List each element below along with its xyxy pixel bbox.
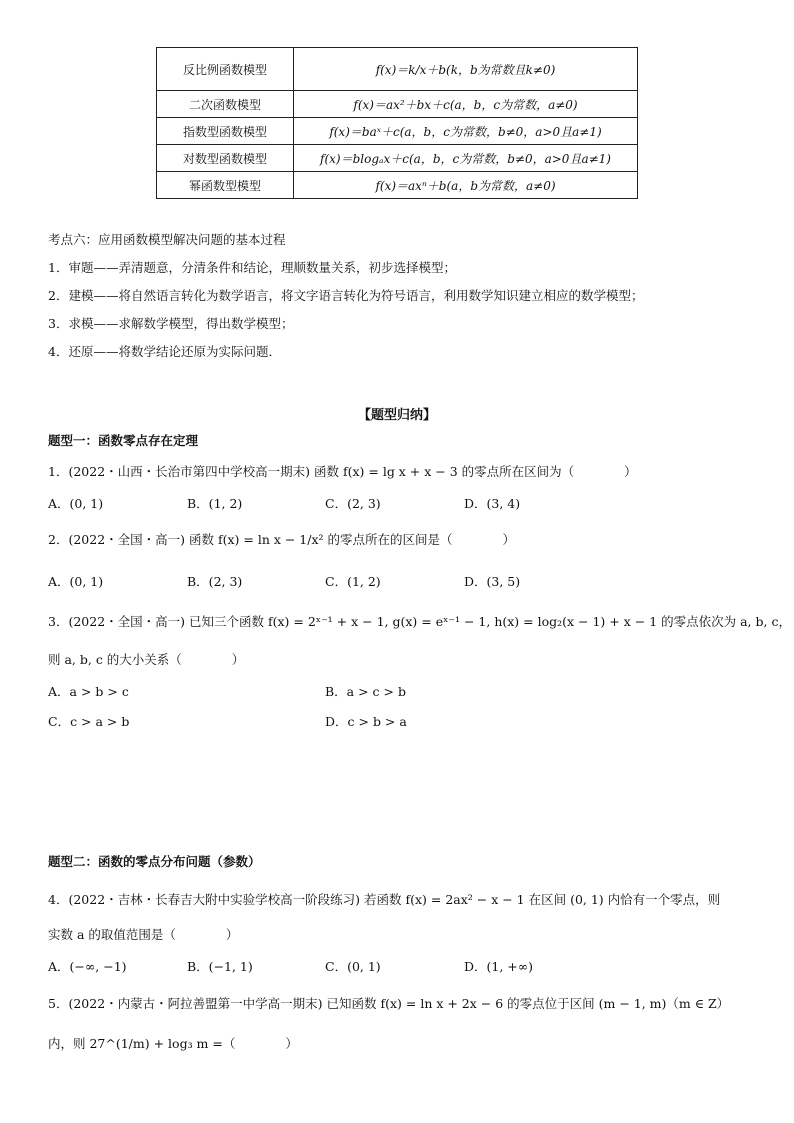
step-4: 4．还原——将数学结论还原为实际问题． [48, 344, 281, 359]
section-title: 【题型归纳】 [357, 408, 436, 423]
table-row [157, 91, 638, 118]
table-row [157, 118, 638, 145]
q2-option-a[interactable]: A．(0, 1) [48, 574, 104, 589]
q1-option-d[interactable]: D．(3, 4) [464, 496, 521, 511]
q4-option-b[interactable]: B．(−1, 1) [187, 959, 253, 974]
q2-option-d[interactable]: D．(3, 5) [464, 574, 521, 589]
model-name: 二次函数模型 [157, 91, 294, 118]
model-name: 幂函数型模型 [157, 172, 294, 199]
table-row [157, 172, 638, 199]
q3-option-b[interactable]: B．a > c > b [325, 684, 406, 699]
model-name: 对数型函数模型 [157, 145, 294, 172]
q3-stem-cont: 则 a, b, c 的大小关系（ ） [48, 652, 245, 667]
step-3: 3．求模——求解数学模型，得出数学模型； [48, 316, 294, 331]
q4-option-d[interactable]: D．(1, +∞) [464, 959, 534, 974]
model-formula: f(x)＝axⁿ＋b(a，b为常数，a≠0) [294, 172, 638, 199]
model-name: 反比例函数模型 [157, 48, 294, 91]
step-1: 1．审题——弄清题意，分清条件和结论，理顺数量关系，初步选择模型； [48, 260, 456, 275]
table-row [157, 48, 638, 91]
q5-stem: 5．(2022・内蒙古・阿拉善盟第一中学高一期末) 已知函数 f(x) = ln x + 2x − 6 的零点位于区间 (m − 1, m)（m ∈ Z） [48, 996, 730, 1011]
q1-option-b[interactable]: B．(1, 2) [187, 496, 243, 511]
q2-stem: 2．(2022・全国・高一) 函数 f(x) = ln x − 1/x² 的零点所在的区间是（ ） [48, 532, 516, 547]
q1-option-a[interactable]: A．(0, 1) [48, 496, 104, 511]
q4-stem: 4．(2022・吉林・长春吉大附中实验学校高一阶段练习) 若函数 f(x) = 2ax² − x − 1 在区间 (0, 1) 内恰有一个零点，则 [48, 892, 721, 907]
model-name: 指数型函数模型 [157, 118, 294, 145]
q4-option-a[interactable]: A．(−∞, −1) [48, 959, 127, 974]
q4-option-c[interactable]: C．(0, 1) [325, 959, 381, 974]
function-models-table [156, 47, 638, 199]
q2-option-c[interactable]: C．(1, 2) [325, 574, 381, 589]
type2-title: 题型二：函数的零点分布问题（参数） [48, 854, 261, 869]
q3-option-d[interactable]: D．c > b > a [325, 714, 407, 729]
q1-option-c[interactable]: C．(2, 3) [325, 496, 381, 511]
q1-stem: 1．(2022・山西・长治市第四中学校高一期末) 函数 f(x) = lg x + x − 3 的零点所在区间为（ ） [48, 464, 637, 479]
model-formula: f(x)＝k/x＋b(k，b为常数且k≠0) [294, 48, 638, 91]
q5-stem-cont: 内，则 27^(1/m) + log₃ m =（ ） [48, 1036, 298, 1051]
model-formula: f(x)＝blogₐx＋c(a，b，c为常数，b≠0，a>0且a≠1) [294, 145, 638, 172]
q4-stem-cont: 实数 a 的取值范围是（ ） [48, 927, 239, 942]
q3-option-a[interactable]: A．a > b > c [48, 684, 129, 699]
type1-title: 题型一：函数零点存在定理 [48, 433, 199, 448]
q3-option-c[interactable]: C．c > a > b [48, 714, 130, 729]
q3-stem: 3．(2022・全国・高一) 已知三个函数 f(x) = 2ˣ⁻¹ + x − 1, g(x) = eˣ⁻¹ − 1, h(x) = log₂(x − 1) + x − 1 的零点依次为 a, b, c， [48, 614, 791, 629]
model-formula: f(x)＝baˣ＋c(a，b，c为常数，b≠0，a>0且a≠1) [294, 118, 638, 145]
model-formula: f(x)＝ax²＋bx＋c(a，b，c为常数，a≠0) [294, 91, 638, 118]
step-2: 2．建模——将自然语言转化为数学语言，将文字语言转化为符号语言，利用数学知识建立相应的数学模型； [48, 288, 644, 303]
kaodian6-title: 考点六：应用函数模型解决问题的基本过程 [48, 232, 286, 247]
q2-option-b[interactable]: B．(2, 3) [187, 574, 243, 589]
table-row [157, 145, 638, 172]
